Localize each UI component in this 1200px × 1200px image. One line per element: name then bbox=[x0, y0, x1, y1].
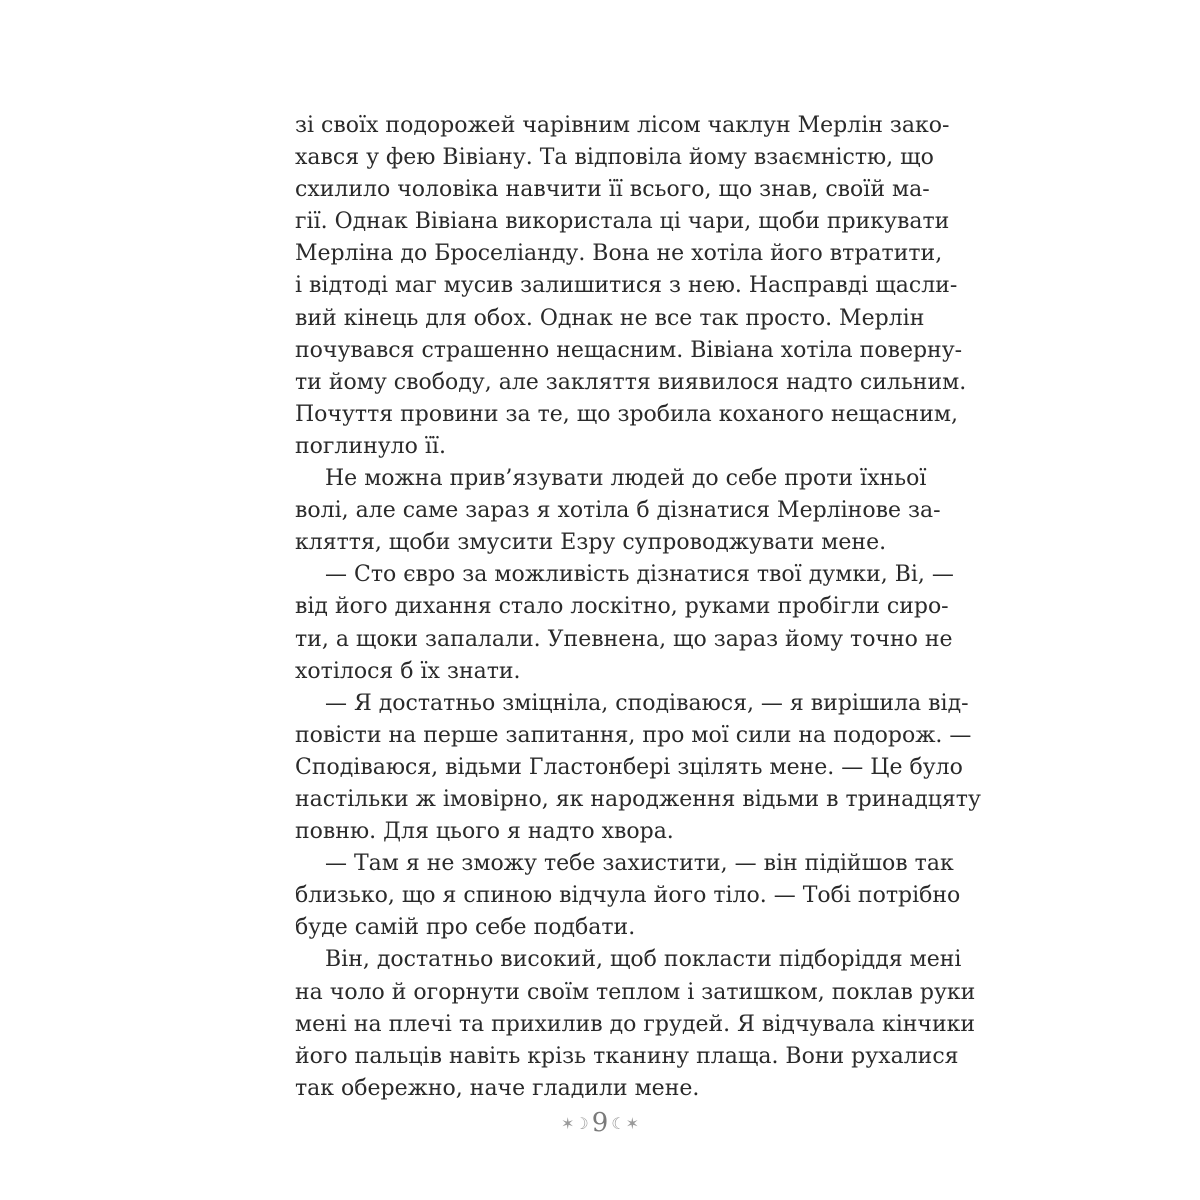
text-line: мені на плечі та прихилив до грудей. Я відчувала кінчики bbox=[295, 1011, 976, 1037]
paragraph bbox=[295, 110, 967, 463]
page-folio bbox=[0, 1108, 1200, 1140]
text-line: гії. Однак Вівіана використала ці чари, щоби прикувати bbox=[295, 209, 950, 235]
paragraph bbox=[295, 463, 941, 559]
text-line: Почуття провини за те, що зробила коханого нещасним, bbox=[295, 401, 958, 427]
text-line: — Я достатньо зміцніла, сподіваюся, — я вирішила від- bbox=[325, 690, 969, 716]
paragraph bbox=[295, 944, 976, 1104]
text-line: хався у фею Вівіану. Та відповіла йому взаємністю, що bbox=[295, 145, 934, 171]
paragraph bbox=[295, 559, 954, 687]
text-line: Мерліна до Броселіанду. Вона не хотіла його втратити, bbox=[295, 241, 943, 267]
text-line: так обережно, наче гладили мене. bbox=[295, 1075, 700, 1101]
text-line: ти, а щоки запалали. Упевнена, що зараз йому точно не bbox=[295, 626, 953, 652]
text-line: настільки ж імовірно, як народження відьми в тринадцяту bbox=[295, 786, 981, 812]
moon-star-ornament-right-icon: ☾✶ bbox=[611, 1114, 640, 1133]
text-line: кляття, щоби змусити Езру супроводжувати мене. bbox=[295, 530, 887, 556]
text-line: волі, але саме зараз я хотіла б дізнатися Мерлінове за- bbox=[295, 498, 941, 524]
text-line: Сподіваюся, відьми Гластонбері зцілять мене. — Це було bbox=[295, 754, 963, 780]
text-line: — Там я не зможу тебе захистити, — він підійшов так bbox=[325, 851, 954, 877]
text-line: його пальців навіть крізь тканину плаща. Вони рухалися bbox=[295, 1043, 959, 1069]
paragraph bbox=[295, 848, 961, 944]
text-line: від його дихання стало лоскітно, руками пробігли сиро- bbox=[295, 594, 949, 620]
text-line: вий кінець для обох. Однак не все так просто. Мерлін bbox=[295, 305, 925, 331]
text-line: повісти на перше запитання, про мої сили на подорож. — bbox=[295, 722, 972, 748]
text-line: зі своїх подорожей чарівним лісом чаклун Мерлін зако- bbox=[295, 113, 950, 138]
text-line: і відтоді маг мусив залишитися з нею. Насправді щасли- bbox=[295, 273, 958, 299]
text-line: близько, що я спиною відчула його тіло. — Тобі потрібно bbox=[295, 883, 961, 909]
text-line: повню. Для цього я надто хвора. bbox=[295, 819, 674, 845]
text-line: поглинуло її. bbox=[295, 433, 446, 459]
page-number: 9 bbox=[591, 1108, 609, 1138]
text-line: почувався страшенно нещасним. Вівіана хотіла поверну- bbox=[295, 337, 963, 363]
text-line: Він, достатньо високий, щоб покласти підборіддя мені bbox=[325, 947, 962, 973]
text-line: ти йому свободу, але закляття виявилося надто сильним. bbox=[295, 369, 967, 395]
body-text bbox=[295, 110, 981, 1105]
paragraph bbox=[295, 688, 981, 848]
text-line: на чоло й огорнути своїм теплом і затишком, поклав руки bbox=[295, 979, 976, 1005]
text-line: Не можна прив’язувати людей до себе проти їхньої bbox=[325, 466, 927, 492]
text-line: схилило чоловіка навчити її всього, що знав, своїй ма- bbox=[295, 177, 930, 203]
text-line: — Сто євро за можливість дізнатися твої думки, Ві, — bbox=[325, 562, 954, 588]
text-line: буде самій про себе подбати. bbox=[295, 915, 636, 941]
text-line: хотілося б їх знати. bbox=[295, 658, 521, 684]
moon-star-ornament-left-icon: ✶☽ bbox=[560, 1114, 589, 1133]
